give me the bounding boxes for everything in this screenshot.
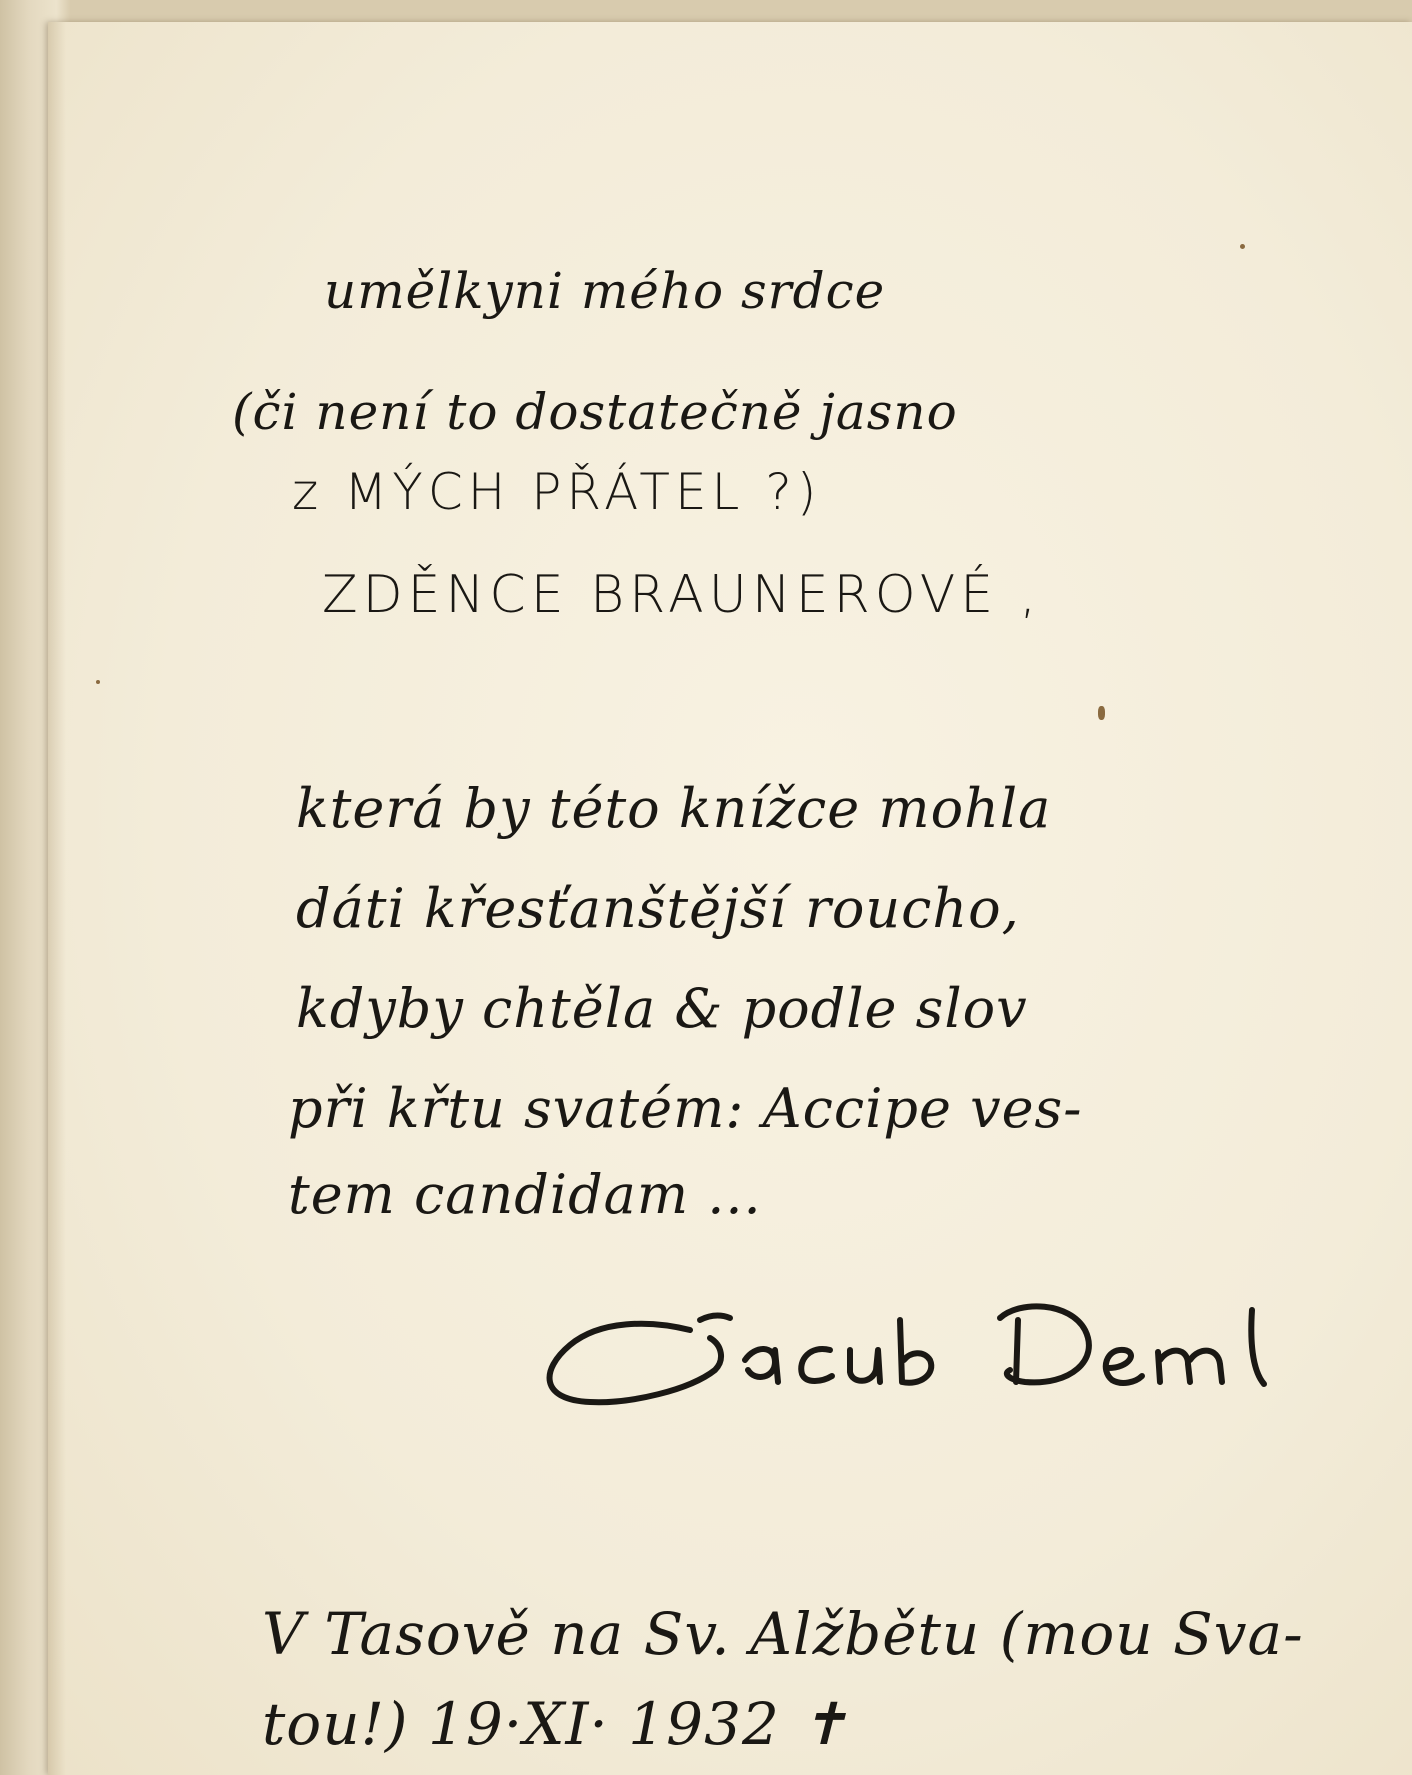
- body-line-4: při křtu svatém: Accipe ves-: [288, 1077, 1083, 1140]
- paper-speck: [96, 680, 100, 684]
- paper-speck: [1240, 244, 1245, 249]
- date-line-2: tou!) 19·XI· 1932 ✝: [262, 1690, 849, 1758]
- body-line-3: kdyby chtěla & podle slov: [296, 977, 1028, 1040]
- dedication-line-4: ZDĚNCE BRAUNEROVÉ ,: [322, 565, 1042, 625]
- paper-speck: [1098, 706, 1105, 720]
- signature: [540, 1290, 1330, 1410]
- body-line-1: která by této knížce mohla: [296, 777, 1052, 840]
- dedication-line-1: umělkyni mého srdce: [324, 262, 886, 320]
- dedication-line-3: z MÝCH PŘÁTEL ?): [292, 463, 822, 521]
- date-line-1: V Tasově na Sv. Alžbětu (mou Sva-: [262, 1600, 1304, 1668]
- dedication-line-2: (či není to dostatečně jasno: [232, 383, 958, 441]
- body-line-2: dáti křesťanštější roucho,: [296, 877, 1020, 940]
- body-line-5: tem candidam ...: [288, 1163, 762, 1226]
